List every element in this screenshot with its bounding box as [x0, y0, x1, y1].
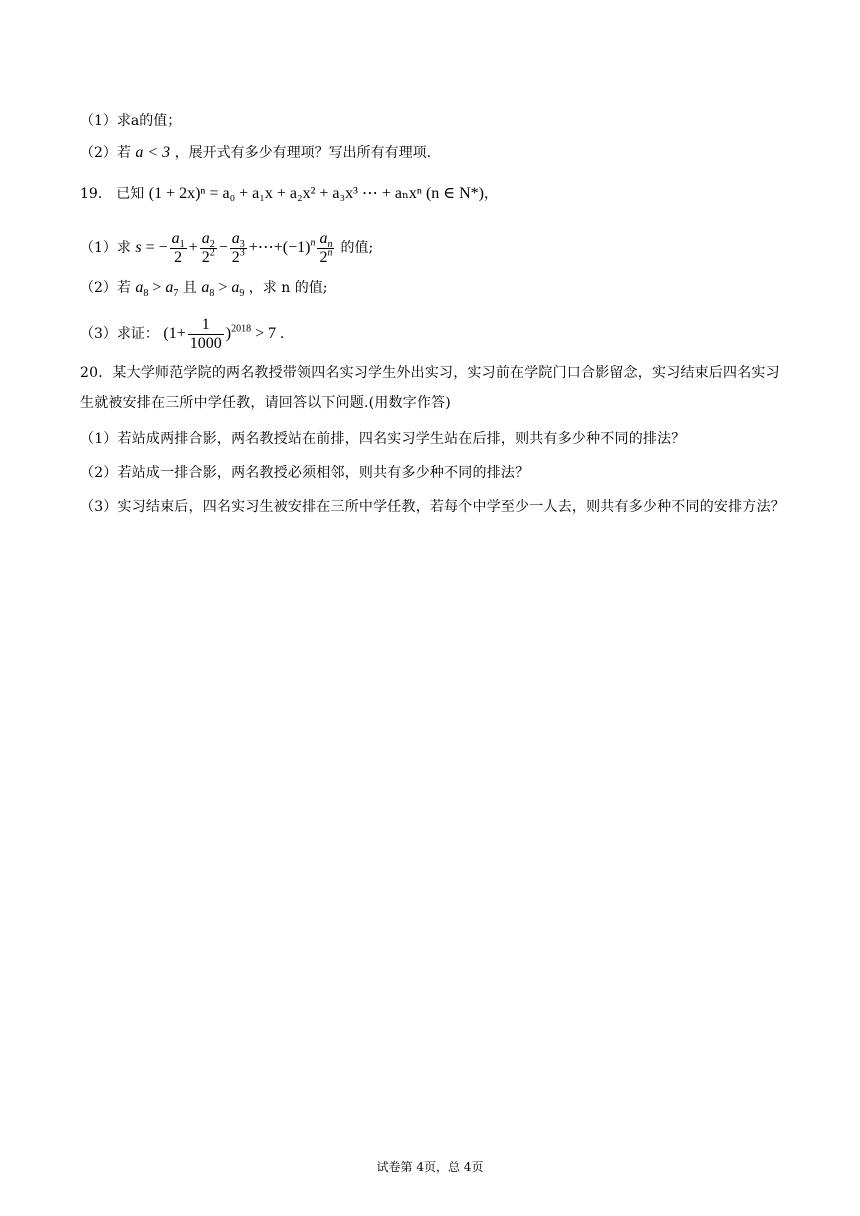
q19-part2-suffix: ，求 n 的值;	[248, 280, 328, 296]
q20-stem: 20．某大学师范学院的两名教授带领四名实习学生外出实习，实习前在学院门口合影留念，实习结束后四名实习生就被安排在三所中学任教，请回答以下问题.(用数字作答)	[80, 365, 780, 411]
q19-part2-prefix: （2）若	[80, 280, 131, 296]
q20-part1: （1）若站成两排合影，两名教授站在前排，四名实习学生站在后排，则共有多少种不同的排法？	[80, 431, 686, 447]
q20-part3: （3）实习结束后，四名实习生被安排在三所中学任教，若每个中学至少一人去，则共有多少种不同的安排方法？	[80, 499, 785, 515]
q19-part3	[80, 314, 284, 354]
q19-part3-prefix: （3）求证：	[80, 326, 159, 342]
q19-part1-prefix: （1）求	[80, 240, 131, 256]
q19-part1	[80, 228, 373, 268]
q18-part2-suffix: ，展开式有多少有理项？写出所有有理项.	[174, 145, 432, 161]
q19-expansion: (1 + 2x)ⁿ = a₀ + a₁x + a₂x² + a₃x³ ⋯ + aₙxⁿ (n ∈ N*)	[148, 185, 484, 202]
q19-part2-cond1: $a_8 > a_7$	[135, 279, 179, 300]
q18-part1	[80, 111, 181, 131]
q18-part2	[80, 143, 431, 163]
q18-part2-prefix: （2）若	[80, 145, 131, 161]
q19-part2-cond2: $a_8 > a_9$	[201, 279, 245, 300]
q19-number: 19．	[80, 186, 112, 202]
q19-part1-suffix: 的值;	[340, 240, 374, 256]
q20-part2: （2）若站成一排合影，两名教授必须相邻，则共有多少种不同的排法？	[80, 465, 530, 481]
page-footer: 试卷第 4页，总 4页	[376, 1160, 484, 1174]
q18-part1-text: （1）求a的值；	[80, 113, 182, 129]
q19-part2	[80, 278, 327, 298]
q19-stem: 19． 已知 (1 + 2x)ⁿ = a₀ + a₁x + a₂x² + a₃x³ ⋯ + aₙxⁿ (n ∈ N*)，	[80, 185, 498, 202]
q19-part3-rhs: > 7 .	[255, 325, 285, 342]
q19-part3-inequality: (1+ $\frac{1}{1000}$ )$^{2018}$ > 7 .	[163, 315, 285, 352]
q18-part2-condition: a < 3	[135, 144, 171, 161]
q19-intro: 已知	[116, 186, 145, 202]
q19-sum-formula: s = − $\frac{a_1}{2}$ + $\frac{a_2}{2^2}$ − $\frac{a_3}{2^3}$ $+\cdots+(-1)^n$ $\frac{a_n}{2^n}$	[135, 229, 333, 266]
q19-part3-exponent: 2018	[231, 323, 252, 335]
q19-part2-mid: 且	[182, 280, 197, 296]
